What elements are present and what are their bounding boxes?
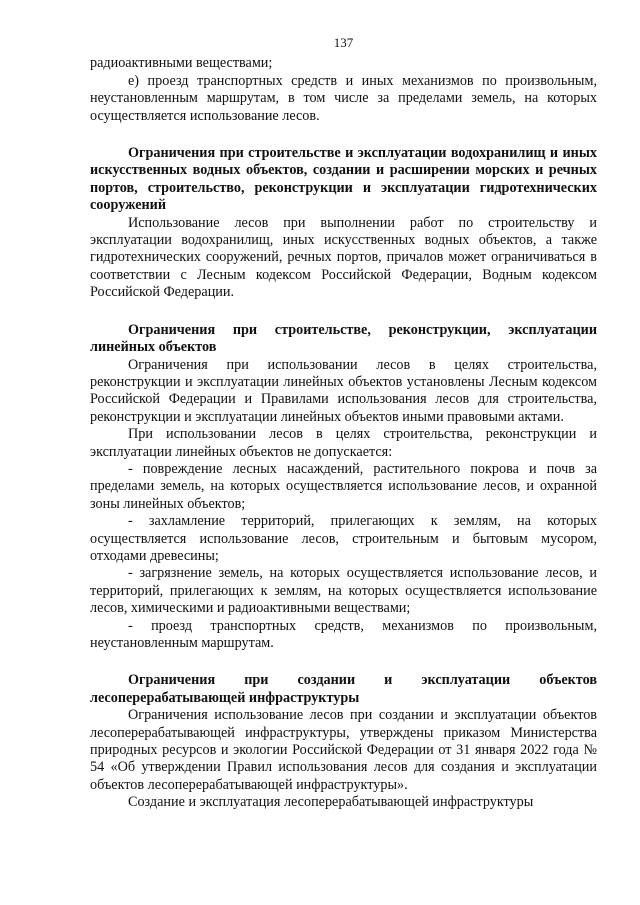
- body-paragraph: При использовании лесов в целях строительства, реконструкции и эксплуатации линейных объектов не допускается:: [90, 426, 597, 460]
- section-spacer: [90, 652, 597, 672]
- section-heading: Ограничения при создании и эксплуатации объектов лесоперерабатывающей инфраструктуры: [90, 672, 597, 706]
- page-number: 137: [333, 35, 354, 50]
- body-paragraph: е) проезд транспортных средств и иных механизмов по произвольным, неустановленным маршрутам, в том числе за пределами земель, на которых осуществляется использование лесов.: [90, 72, 597, 124]
- body-paragraph: - загрязнение земель, на которых осуществляется использование лесов, и территорий, прилегающих к землям, на которых осуществляется использование лесов, химическими и радиоактивными веществами;: [90, 565, 597, 617]
- section-spacer: [90, 302, 597, 322]
- section-heading: Ограничения при строительстве, реконструкции, эксплуатации линейных объектов: [90, 321, 597, 356]
- body-paragraph: радиоактивными веществами;: [90, 55, 273, 72]
- section-heading: Ограничения при строительстве и эксплуатации водохранилищ и иных искусственных водных объектов, создании и расширении морских и речных портов, строительство, реконструкции и эксплуатации гидротехнических сооружений: [90, 145, 597, 214]
- body-paragraph: Ограничения при использовании лесов в целях строительства, реконструкции и эксплуатации линейных объектов установлены Лесным кодексом Российской Федерации и Правилами использования лесов для строительства, реконструкции и эксплуатации линейных объектов иными правовыми актами.: [90, 356, 597, 425]
- document-page: [90, 34, 597, 812]
- body-paragraph: - захламление территорий, прилегающих к землям, на которых осуществляется использование лесов, строительным и бытовым мусором, отходами древесины;: [90, 513, 597, 564]
- section-spacer: [90, 125, 597, 145]
- body-paragraph: Создание и эксплуатация лесоперерабатывающей инфраструктуры: [128, 794, 534, 811]
- document-body: [90, 55, 597, 811]
- body-paragraph: Ограничения использование лесов при создании и эксплуатации объектов лесоперерабатывающей инфраструктуры, утверждены приказом Министерства природных ресурсов и экологии Российской Федерации от 31 января 2022 года № 54 «Об утверждении Правил использования лесов для создания и эксплуатации объектов лесоперерабатывающей инфраструктуры».: [90, 707, 597, 793]
- body-paragraph: - повреждение лесных насаждений, растительного покрова и почв за пределами земель, на которых осуществляется использование лесов, и охранной зоны линейных объектов;: [90, 460, 597, 512]
- body-paragraph: Использование лесов при выполнении работ по строительству и эксплуатации водохранилищ, иных искусственных водных объектов, а также гидротехнических сооружений, речных портов, причалов может ограничиваться в соответствии с Лесным кодексом Российской Федерации, Водным кодексом Российской Федерации.: [90, 214, 597, 301]
- body-paragraph: - проезд транспортных средств, механизмов по произвольным, неустановленным маршрутам.: [90, 617, 597, 651]
